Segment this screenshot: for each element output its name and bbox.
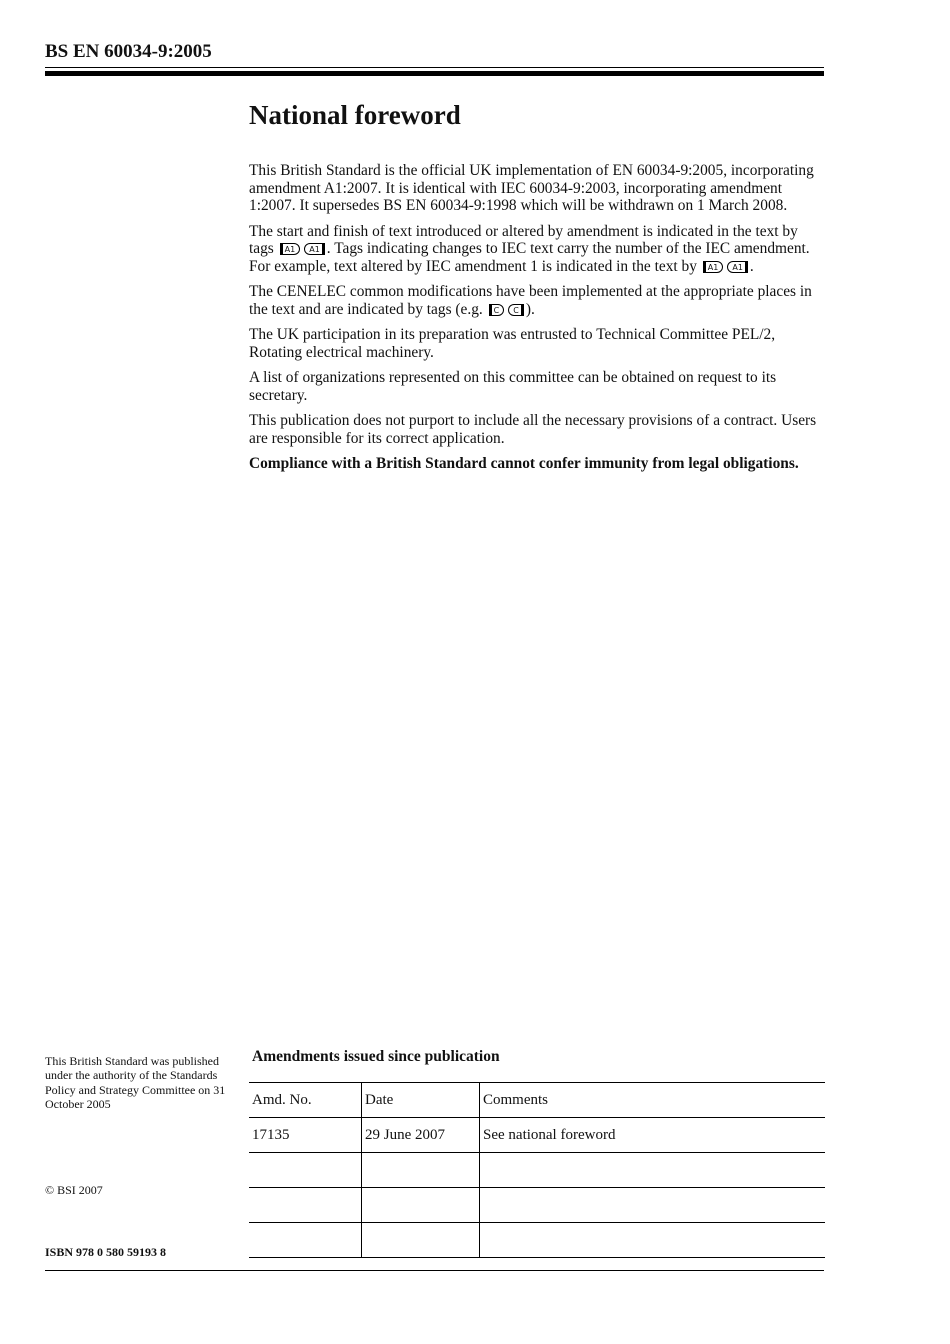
text-segment: ). — [525, 300, 535, 318]
standard-id: BS EN 60034-9:2005 — [45, 41, 212, 62]
paragraph-implementation: This British Standard is the official UK implementation of EN 60034-9:2005, incorporating amendment A1:2007. It is identical with IEC 60034-9:2003, incorporating amendment 1:2007. It supersedes BS EN 60034-9:1998 which will be withdrawn on 1 March 2008. — [249, 162, 814, 214]
text-segment: . — [749, 257, 754, 275]
page-title: National foreword — [249, 100, 461, 130]
foreword-body — [249, 162, 825, 481]
amendment-start-tag-icon: A1 — [280, 243, 301, 255]
cenelec-start-tag-icon: C — [489, 304, 505, 316]
header-comments: Comments — [480, 1083, 826, 1118]
cell-comments: See national foreword — [480, 1118, 826, 1153]
empty-cell — [480, 1188, 826, 1223]
table-row-empty — [249, 1223, 825, 1258]
header-date: Date — [362, 1083, 480, 1118]
publication-note: This British Standard was published under the authority of the Standards Policy and Strategy Committee on 31 October 2005 — [45, 1054, 226, 1111]
table-header-row — [249, 1083, 825, 1118]
amendment-start-tag-icon: A1 — [703, 261, 724, 273]
paragraph-contract: This publication does not purport to include all the necessary provisions of a contract. Users are responsible for its correct application. — [249, 412, 817, 447]
header-rule-thick — [45, 71, 824, 76]
amendment-end-tag-icon: A1 — [727, 261, 748, 273]
cenelec-end-tag-icon: C — [508, 304, 524, 316]
text-segment: . Tags indicating changes to IEC text carry the number of the IEC amendment. For example, text altered by IEC amendment 1 is indicated in the text by — [249, 240, 810, 275]
header-amd-no: Amd. No. — [249, 1083, 362, 1118]
table-row-empty — [249, 1188, 825, 1223]
empty-cell — [249, 1188, 362, 1223]
cell-amd-no: 17135 — [249, 1118, 362, 1153]
paragraph-uk-participation: The UK participation in its preparation was entrusted to Technical Committee PEL/2, Rotating electrical machinery. — [249, 326, 776, 361]
paragraph-committee-list: A list of organizations represented on this committee can be obtained on request to its secretary. — [249, 369, 777, 404]
empty-cell — [362, 1153, 480, 1188]
paragraph-cenelec — [249, 283, 825, 318]
text-segment: The CENELEC common modifications have been implemented at the appropriate places in the text and are indicated by tags (e.g. — [249, 283, 812, 318]
empty-cell — [362, 1188, 480, 1223]
text-segment: The start and finish of text introduced or altered by amendment is indicated in the text by tags — [249, 222, 798, 257]
table-row-empty — [249, 1153, 825, 1188]
footer-rule — [45, 1270, 824, 1271]
header-rule-thin — [45, 67, 824, 68]
table-row — [249, 1118, 825, 1153]
empty-cell — [362, 1223, 480, 1258]
paragraph-compliance: Compliance with a British Standard cannot confer immunity from legal obligations. — [249, 455, 799, 472]
amendment-end-tag-icon: A1 — [304, 243, 325, 255]
amendments-table — [249, 1082, 825, 1258]
amendments-title: Amendments issued since publication — [252, 1048, 500, 1065]
paragraph-amendment-tags — [249, 223, 825, 276]
copyright: © BSI 2007 — [45, 1183, 103, 1197]
empty-cell — [249, 1153, 362, 1188]
empty-cell — [480, 1223, 826, 1258]
empty-cell — [480, 1153, 826, 1188]
isbn: ISBN 978 0 580 59193 8 — [45, 1245, 167, 1259]
empty-cell — [249, 1223, 362, 1258]
cell-date: 29 June 2007 — [362, 1118, 480, 1153]
